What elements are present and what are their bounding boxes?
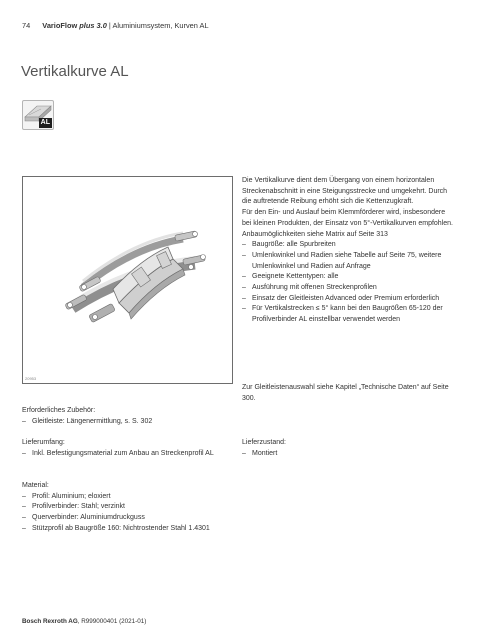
delivery-state-heading: Lieferzustand: — [242, 439, 286, 446]
feature-list — [242, 240, 456, 326]
description-para2: Für den Ein- und Auslauf beim Klemmförderer wird, insbesondere bei kleinen Produkten, der Einsatz von 5°-Vertikalkurven empfohlen. — [242, 209, 453, 227]
description-block — [242, 176, 456, 326]
page-footer — [22, 618, 146, 625]
list-item: – Stützprofil ab Baugröße 160: Nichtrostender Stahl 1.4301 — [22, 524, 247, 535]
badge-label: AL — [40, 119, 50, 126]
scope-heading: Lieferumfang: — [22, 439, 65, 446]
delivery-state-block — [242, 438, 456, 459]
list-item: – Gleitleiste: Längenermittlung, s. S. 302 — [22, 417, 233, 428]
page-number: 74 — [22, 21, 31, 30]
product-figure — [22, 176, 233, 384]
page-title: Vertikalkurve AL — [21, 63, 129, 80]
list-item: – Inkl. Befestigungsmaterial zum Anbau an Streckenprofil AL — [22, 449, 222, 460]
page-header — [22, 21, 209, 30]
section-name: | Aluminiumsystem, Kurven AL — [108, 21, 209, 30]
list-item: – Einsatz der Gleitleisten Advanced oder Premium erforderlich — [242, 294, 456, 305]
list-item: – Baugröße: alle Spurbreiten — [242, 240, 456, 251]
list-item: – Für Vertikalstrecken ≤ 5° kann bei den Baugrößen 65-120 der Profilverbinder AL einstellbar verwendet werden — [242, 304, 456, 325]
scope-list — [22, 449, 222, 460]
list-item: – Geeignete Kettentypen: alle — [242, 272, 456, 283]
list-item: – Profil: Aluminium; eloxiert — [22, 492, 247, 503]
list-item: – Querverbinder: Aluminiumdruckguss — [22, 513, 247, 524]
accessories-list — [22, 417, 233, 428]
material-list — [22, 492, 247, 535]
accessories-heading: Erforderliches Zubehör: — [22, 407, 96, 414]
list-item: – Umlenkwinkel und Radien siehe Tabelle auf Seite 75, weitere Umlenkwinkel und Radien auf Anfrage — [242, 251, 456, 272]
slide-strip-note-text: Zur Gleitleistenauswahl siehe Kapitel „Technische Daten“ auf Seite 300. — [242, 384, 449, 402]
accessories-block — [22, 406, 233, 427]
profile-rail-icon — [22, 100, 54, 130]
list-item: – Montiert — [242, 449, 456, 460]
material-block — [22, 481, 247, 535]
scope-block — [22, 438, 222, 459]
list-item: – Ausführung mit offenen Streckenprofilen — [242, 283, 456, 294]
description-intro: Die Vertikalkurve dient dem Übergang von einem horizontalen Streckenabschnitt in eine Steigungsstrecke und umgekehrt. Durch die auftretende Reibung erhöht sich die Kettenzugkraft. — [242, 177, 448, 206]
material-heading: Material: — [22, 482, 49, 489]
company-name: Bosch Rexroth AG — [22, 618, 78, 625]
vertical-curve-drawing — [23, 177, 232, 383]
list-item: – Profilverbinder: Stahl; verzinkt — [22, 502, 247, 513]
product-prefix: VarioFlow — [42, 21, 78, 30]
document-number: , R999000401 (2021-01) — [77, 618, 147, 625]
matrix-reference: Anbaumöglichkeiten siehe Matrix auf Seite 313 — [242, 230, 388, 238]
slide-strip-note — [242, 383, 456, 404]
figure-id: 20953 — [25, 376, 37, 381]
product-suffix: plus 3.0 — [79, 21, 107, 30]
product-name — [42, 21, 107, 30]
delivery-state-list — [242, 449, 456, 460]
